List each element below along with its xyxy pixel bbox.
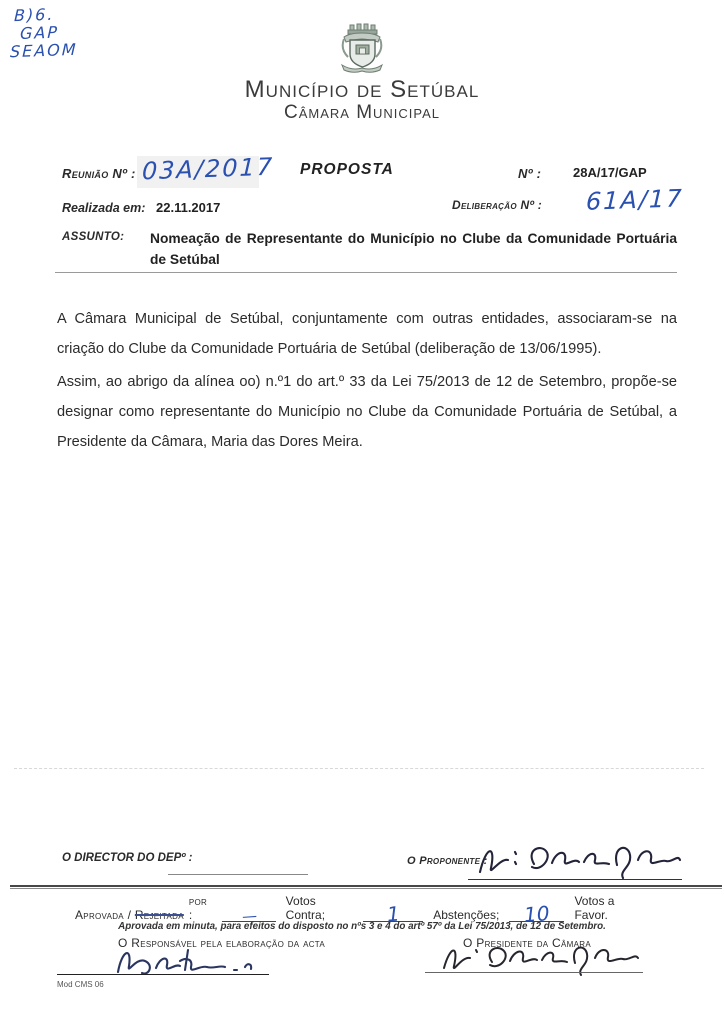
abstencoes-handwritten: 1 [385, 901, 401, 927]
corner-note-line3: SEAOM [9, 39, 78, 62]
votos-contra-label: Votos Contra; [285, 894, 326, 922]
realizada-value: 22.11.2017 [156, 200, 221, 215]
responsavel-label: O Responsável pela elaboração da acta [118, 936, 326, 950]
aprovada-label: Aprovada / [75, 908, 135, 922]
department-title: Câmara Municipal [283, 102, 441, 123]
reuniao-label: Reunião Nº : [62, 166, 136, 181]
body-text [57, 304, 677, 457]
setubal-coat-of-arms-icon [338, 23, 386, 73]
deliberacao-label: Deliberação Nº : [452, 198, 543, 212]
responsavel-signature [112, 944, 272, 978]
section-double-rule [10, 885, 722, 889]
proposta-title: PROPOSTA [300, 161, 394, 178]
por-label: por : [188, 894, 208, 922]
abstencoes-blank [363, 901, 424, 927]
handwritten-corner-note [10, 6, 78, 60]
presidente-label: O Presidente da Câmara [463, 936, 591, 950]
assunto-divider [55, 272, 677, 273]
form-code: Mod CMS 06 [57, 980, 104, 989]
corner-note-line2: GAP [19, 22, 60, 44]
reuniao-value-handwritten: 03A/2017 [141, 152, 275, 186]
numero-value: 28A/17/GAP [573, 165, 647, 180]
presidente-signature-line [425, 972, 643, 973]
assunto-value: Nomeação de Representante do Município no Clube da Comunidade Portuária de Setúbal [150, 231, 677, 267]
realizada-label: Realizada em: [62, 201, 146, 215]
deliberacao-value-handwritten: 61A/17 [585, 184, 685, 216]
body-paragraph-2: Assim, ao abrigo da alínea oo) n.º1 do art.º 33 da Lei 75/2013 de 12 de Setembro, propõe-se designar como representante do Município no Clube da Comunidade Portuária de Setúbal, a Presidente da Câmara, Maria das Dores Meira. [57, 374, 677, 450]
favor-blank [509, 901, 564, 927]
favor-label: Votos a Favor. [574, 894, 615, 922]
proponente-signature [472, 838, 682, 882]
assunto-label: ASSUNTO: [62, 231, 125, 243]
director-signature-line [168, 874, 308, 875]
director-label: O DIRECTOR DO DEPº : [62, 852, 193, 864]
favor-handwritten: 10 [523, 901, 551, 927]
numero-label: Nº : [518, 166, 542, 181]
municipality-title: Município de Setúbal [244, 76, 480, 103]
votos-contra-blank [222, 906, 275, 926]
body-paragraph-1: A Câmara Municipal de Setúbal, conjuntamente com outras entidades, associaram-se na criação do Clube da Comunidade Portuária de Setúbal (deliberação de 13/06/1995). [57, 311, 677, 357]
abstencoes-label: Abstenções; [433, 908, 500, 922]
corner-note-line1: B)6. [13, 4, 55, 26]
faint-separator-line [14, 768, 704, 769]
rejeitada-label-struck: Rejeitada [134, 908, 184, 922]
responsavel-signature-line [57, 974, 269, 975]
votos-contra-handwritten: — [240, 906, 258, 926]
minuta-note: Aprovada em minuta, para efeitos do disposto no nºs 3 e 4 do artº 57º da Lei 75/2013, de 12 de Setembro. [118, 921, 606, 932]
proponente-label: O Proponente : [407, 855, 488, 867]
